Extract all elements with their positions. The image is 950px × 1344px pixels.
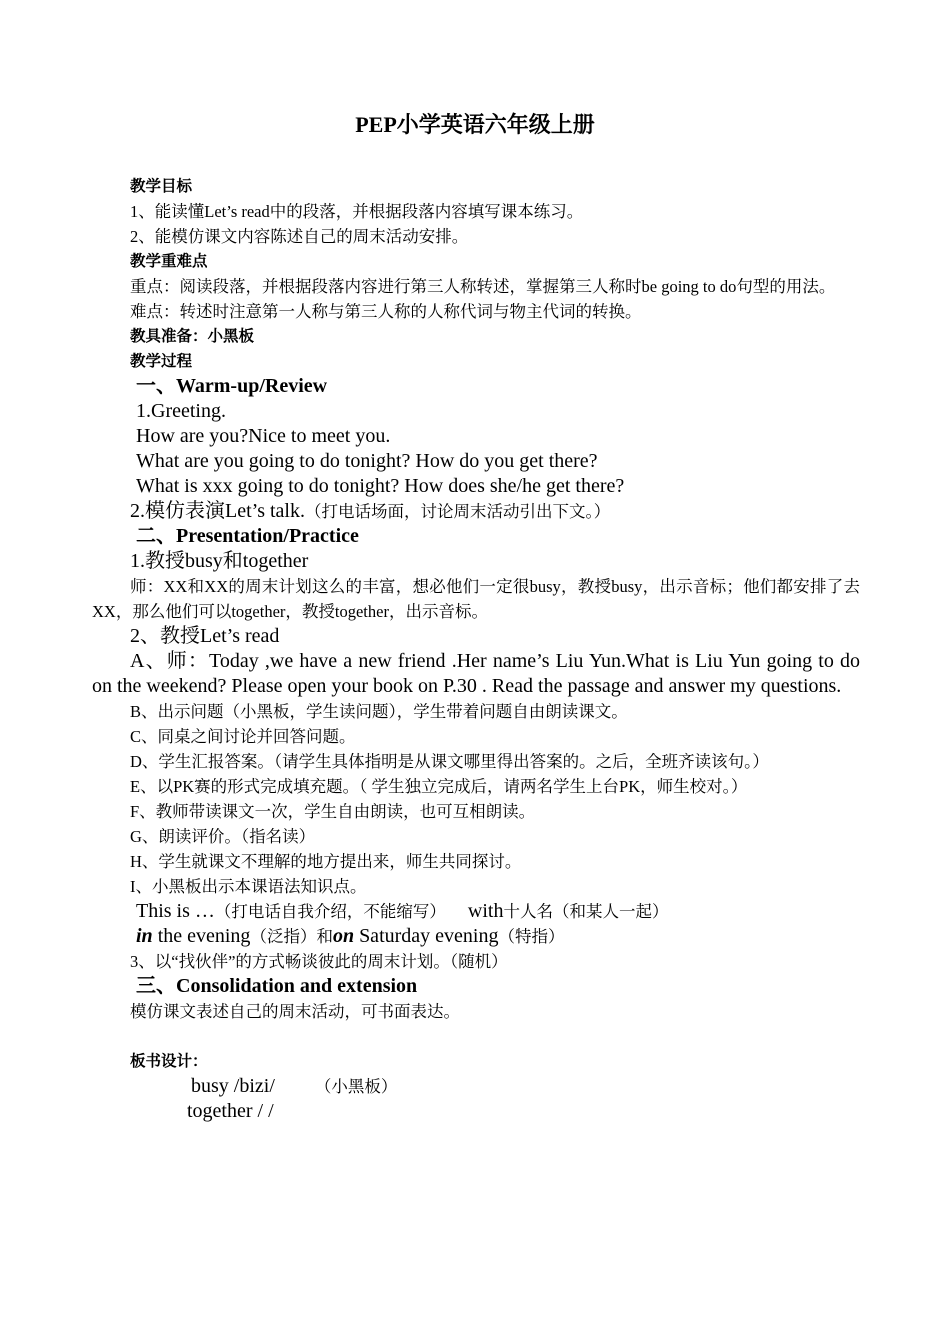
objectives-heading: 教学目标 xyxy=(130,177,193,195)
grammar-the-evening: the evening xyxy=(152,925,251,947)
objective-item-1: 1、能读懂Let’s read中的段落，并根据段落内容填写课本练习。 xyxy=(130,202,584,221)
grammar-general-note: （泛指）和 xyxy=(250,927,333,946)
section1-heading: 一、Warm-up/Review xyxy=(136,375,328,397)
warmup-item-2-en: 2.模仿表演Let’s talk. xyxy=(130,500,305,522)
warmup-line-1: 1.Greeting. xyxy=(136,400,226,422)
step-b: B、出示问题（小黑板，学生读问题），学生带着问题自由朗读课文。 xyxy=(130,702,628,721)
grammar-saturday-evening: Saturday evening xyxy=(354,925,499,947)
document-title: PEP小学英语六年级上册 xyxy=(355,112,595,137)
key-point-text: 重点：阅读段落，并根据段落内容进行第三人称转述，掌握第三人称时be going to do句型的用法。 xyxy=(130,277,836,296)
board-note: （小黑板） xyxy=(314,1077,398,1096)
grammar-on: on xyxy=(332,925,355,947)
key-points-heading: 教学重难点 xyxy=(130,252,208,270)
step-a: A、师：Today ,we have a new friend .Her name’s Liu Yun.What is Liu Yun going to do on the weekend? Please open your book on P.30 . Read the passage and answer my questions. xyxy=(92,650,860,697)
step-e: E、以PK赛的形式完成填充题。（ 学生独立完成后，请两名学生上台PK，师生校对。） xyxy=(130,777,748,796)
objective-item-2: 2、能模仿课文内容陈述自己的周末活动安排。 xyxy=(130,227,469,246)
board-word-busy: busy /bizi/ xyxy=(191,1075,275,1097)
difficulty-text: 难点：转述时注意第一人称与第三人称的人称代词与物主代词的转换。 xyxy=(130,302,642,321)
grammar-line-1 xyxy=(92,899,860,924)
warmup-item-2-cn: （打电话场面，讨论周末活动引出下文。） xyxy=(304,502,611,521)
section2-heading: 二、Presentation/Practice xyxy=(136,525,359,547)
presentation-item-2: 2、教授Let’s read xyxy=(130,625,280,647)
grammar-this-is-note: （打电话自我介绍，不能缩写） xyxy=(214,902,446,921)
process-heading: 教学过程 xyxy=(130,352,193,370)
step-h: H、学生就课文不理解的地方提出来，师生共同探讨。 xyxy=(130,852,522,871)
grammar-with-note: 十人名（和某人一起） xyxy=(503,902,669,921)
step-f: F、教师带读课文一次，学生自由朗读，也可互相朗读。 xyxy=(130,802,536,821)
grammar-this-is: This is … xyxy=(136,900,215,922)
presentation-item-3: 3、以“找伙伴”的方式畅谈彼此的周末计划。（随机） xyxy=(130,952,508,971)
board-line-1 xyxy=(92,1074,860,1099)
grammar-line-2 xyxy=(92,924,860,949)
presentation-item-1: 1.教授busy和together xyxy=(130,550,309,572)
grammar-with: with xyxy=(467,900,504,922)
document-body xyxy=(92,174,860,1124)
materials-heading: 教具准备：小黑板 xyxy=(130,327,255,345)
grammar-in: in xyxy=(136,925,153,947)
warmup-item-2 xyxy=(92,499,860,524)
board-design-heading: 板书设计： xyxy=(130,1052,208,1070)
consolidation-line: 模仿课文表述自己的周末活动，可书面表达。 xyxy=(130,1002,460,1021)
board-word-together: together / / xyxy=(187,1100,274,1122)
step-i: I、小黑板出示本课语法知识点。 xyxy=(130,877,367,896)
step-c: C、同桌之间讨论并回答问题。 xyxy=(130,727,356,746)
section3-heading: 三、Consolidation and extension xyxy=(136,975,418,997)
grammar-specific-note: （特指） xyxy=(498,927,565,946)
warmup-line-4: What is xxx going to do tonight? How does she/he get there? xyxy=(136,475,625,497)
warmup-line-3: What are you going to do tonight? How do you get there? xyxy=(136,450,598,472)
warmup-line-2: How are you?Nice to meet you. xyxy=(136,425,391,447)
step-g: G、朗读评价。（指名读） xyxy=(130,827,316,846)
teacher-note: 师：XX和XX的周末计划这么的丰富，想必他们一定很busy，教授busy，出示音标；他们都安排了去XX，那么他们可以together，教授together，出示音标。 xyxy=(92,577,860,621)
step-d: D、学生汇报答案。（请学生具体指明是从课文哪里得出答案的。之后，全班齐读该句。） xyxy=(130,752,769,771)
